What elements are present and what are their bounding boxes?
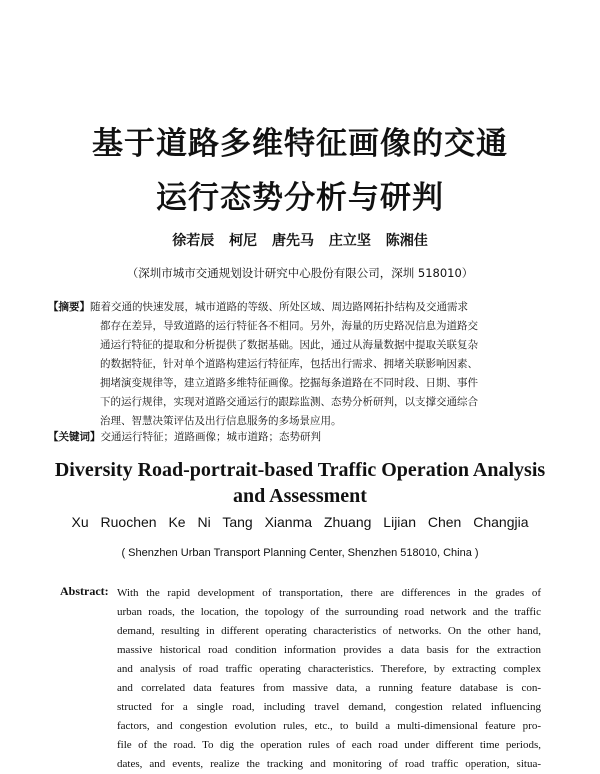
abstract-en-line: factors, and congestion evolution rules, etc., to build a multi-dimensional feature pro- [117,720,541,732]
abstract-en-line: and analysis of road traffic operating characteristics. Therefore, by extracting complex [117,663,541,675]
abstract-en-line: massive historical road condition information provides a data basis for the extraction [117,644,541,656]
keywords-cn-label: 【关键词】 [48,431,101,443]
abstract-cn-line: 都存在差异，导致道路的运行特征各不相同。另外，海量的历史路况信息为道路交 [100,320,478,332]
abstract-cn-line: 拥堵演变规律等，建立道路多维特征画像。挖掘每条道路在不同时段、日期、事件 [100,377,478,389]
abstract-en-line: demand, resulting in different operating characteristics of networks. On the other hand, [117,625,541,637]
affiliation-cn: （深圳市城市交通规划设计研究中心股份有限公司，深圳 518010） [126,266,474,280]
abstract-cn-line: 通运行特征的提取和分析提供了数据基础。因此，通过从海量数据中提取关联复杂 [100,339,478,351]
keywords-cn [48,429,548,444]
abstract-cn-label: 【摘要】 [48,301,90,313]
authors-cn: 徐若辰 柯尼 唐先马 庄立坚 陈湘佳 [172,233,428,249]
abstract-en-line: urban roads, the location, the topology of the surrounding road network and the traffic [117,606,541,618]
abstract-cn [48,298,548,431]
title-en-line-2: and Assessment [233,485,367,507]
abstract-cn-line: 的数据特征，针对单个道路构建运行特征库，包括出行需求、拥堵关联影响因素、 [100,358,478,370]
abstract-en-label: Abstract: [60,584,109,598]
abstract-en-line: With the rapid development of transportation, there are differences in the grades of [117,587,541,599]
abstract-cn-line: 治理、智慧决策评估及出行信息服务的多场景应用。 [100,415,342,427]
abstract-cn-line: 下的运行规律，实现对道路交通运行的跟踪监测、态势分析研判，以支撑交通综合 [100,396,478,408]
abstract-en-line: file of the road. To dig the operation rules of each road under different time periods, [117,739,541,751]
authors-en: Xu Ruochen Ke Ni Tang Xianma Zhuang Lijian Chen Changjia [71,514,529,530]
abstract-en [117,584,541,774]
keywords-cn-text: 交通运行特征；道路画像；城市道路；态势研判 [100,431,321,443]
abstract-en-line: and correlated data features from massive data, a running feature database is con- [117,682,541,694]
title-en-line-1: Diversity Road-portrait-based Traffic Operation Analysis [54,459,546,481]
abstract-en-line: dates, and events, realize the tracking and monitoring of road traffic operation, situa- [117,758,541,770]
title-cn-line-1: 基于道路多维特征画像的交通 [92,126,508,162]
abstract-cn-line: 【摘要】随着交通的快速发展，城市道路的等级、所处区域、周边路网拓扑结构及交通需求 [48,301,468,313]
affiliation-en: ( Shenzhen Urban Transport Planning Center, Shenzhen 518010, China ) [121,547,479,559]
abstract-en-line: structed for a single road, including travel demand, congestion related influencing [117,701,541,713]
title-cn-line-2: 运行态势分析与研判 [156,180,444,216]
